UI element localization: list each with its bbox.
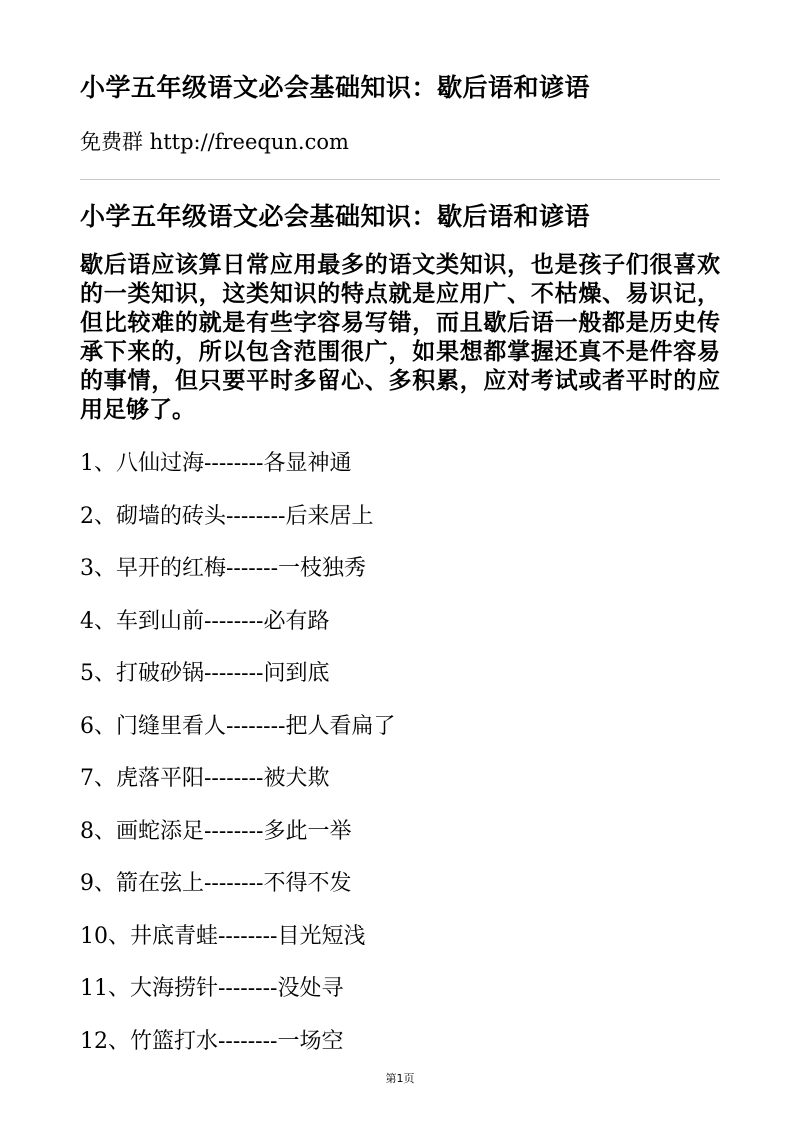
proverb-list: [80, 448, 395, 1078]
list-item: 9、箭在弦上--------不得不发: [80, 871, 352, 896]
page-number: 第1页: [385, 1072, 415, 1085]
section-title: 小学五年级语文必会基础知识：歇后语和谚语: [80, 202, 591, 231]
document-title: 小学五年级语文必会基础知识：歇后语和谚语: [80, 73, 591, 102]
list-item: 10、井底青蛙--------目光短浅: [80, 923, 366, 949]
list-item: 7、虎落平阳--------被犬欺: [80, 766, 330, 791]
list-item: 12、竹篮打水--------一场空: [80, 1028, 344, 1054]
divider: [80, 179, 720, 180]
list-item: 3、早开的红梅-------一枝独秀: [80, 556, 367, 581]
list-item: 8、画蛇添足--------多此一举: [80, 818, 352, 844]
list-item: 5、打破砂锅--------问到底: [80, 661, 330, 686]
list-item: 2、砌墙的砖头--------后来居上: [80, 503, 374, 529]
list-item: 11、大海捞针--------没处寻: [80, 976, 344, 1001]
source-line: 免费群 http://freequn.com: [80, 130, 349, 154]
list-item: 1、八仙过海--------各显神通: [80, 451, 352, 476]
intro-paragraph: 歇后语应该算日常应用最多的语文类知识，也是孩子们很喜欢的一类知识，这类知识的特点就是应用广、不枯燥、易识记，但比较难的就是有些字容易写错，而且歇后语一般都是历史传承下来的，所以包含范围很广，如果想都掌握还真不是件容易的事情，但只要平时多留心、多积累，应对考试或者平时的应用足够了。: [80, 251, 720, 423]
list-item: 4、车到山前--------必有路: [80, 608, 330, 634]
list-item: 6、门缝里看人--------把人看扁了: [80, 713, 396, 739]
